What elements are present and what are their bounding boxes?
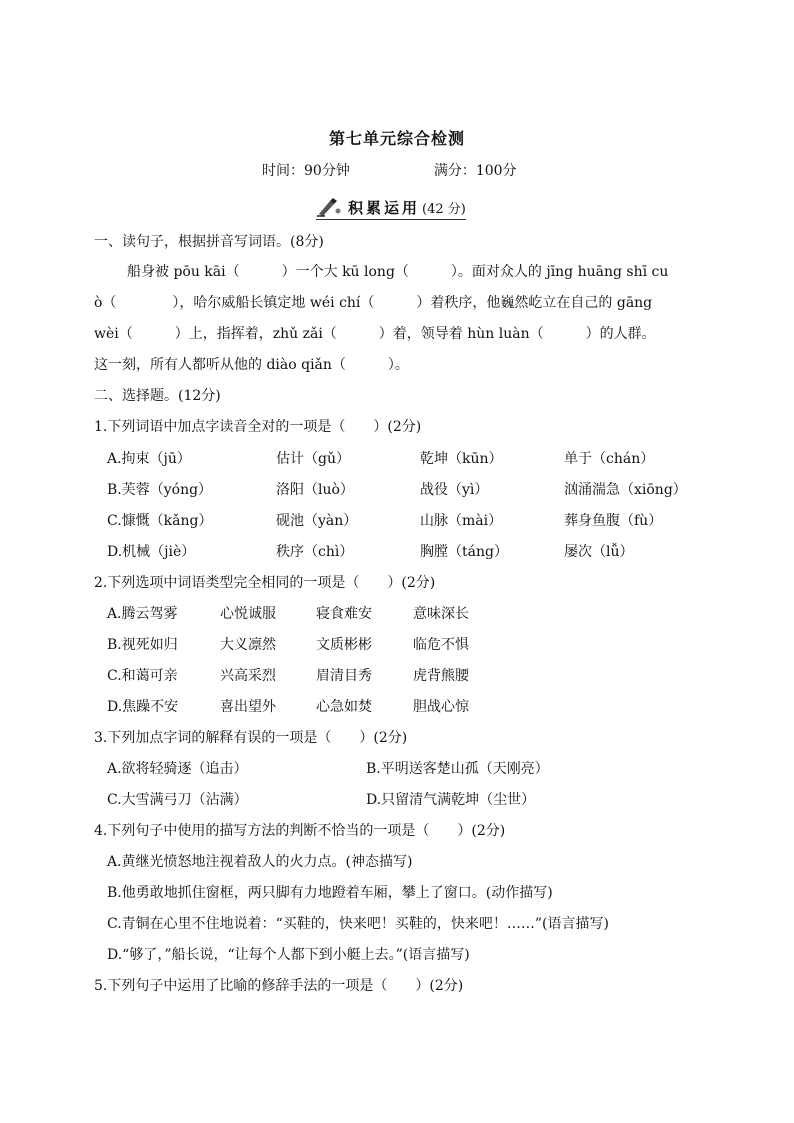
option: 意味深长 (413, 606, 469, 622)
section-title: 积累运用 (348, 198, 421, 217)
option: 汹涌湍急（xiōng） (564, 482, 687, 498)
option: A.腾云驾雾 (107, 606, 178, 622)
option: 虎背熊腰 (413, 668, 469, 684)
option: 山脉（mài） (420, 513, 503, 529)
question-stem: 3.下列加点字词的解释有误的一项是（ ）(2分) (94, 730, 408, 746)
q1-line: 船身被 pōu kāi（ ）一个大 kū long（ ）。面对众人的 jīng huāng shī cu (127, 264, 669, 280)
option: 乾坤（kūn） (420, 451, 503, 467)
option: 喜出望外 (220, 699, 276, 715)
option: 砚池（yàn） (276, 513, 358, 529)
option: 文质彬彬 (316, 637, 372, 653)
option: 战役（yì） (420, 482, 489, 498)
q2-heading: 二、选择题。(12分) (94, 388, 221, 404)
option: B.视死如归 (107, 637, 178, 653)
option: 兴高采烈 (220, 668, 276, 684)
option: 葬身鱼腹（fù） (564, 513, 663, 529)
option: D.机械（jiè） (107, 544, 196, 560)
option: B.平明送客楚山孤（天刚亮） (366, 761, 549, 777)
q1-line: ò（ ），哈尔威船长镇定地 wéi chí（ ）着秩序，他巍然屹立在自己的 gāng (94, 295, 653, 311)
q1-line: wèi（ ）上，指挥着，zhǔ zǎi（ ）着，领导着 hùn luàn（ ）的人群。 (94, 326, 656, 342)
option: 秩序（chì） (276, 544, 354, 560)
page-title: 第七单元综合检测 (328, 129, 465, 148)
option: 心急如焚 (316, 699, 372, 715)
option: 单于（chán） (564, 451, 655, 467)
option: 胸膛（táng） (420, 544, 508, 560)
option: 眉清目秀 (316, 668, 372, 684)
option: 心悦诚服 (220, 606, 276, 622)
question-stem: 5.下列句子中运用了比喻的修辞手法的一项是（ ）(2分) (94, 978, 464, 994)
full-score: 满分：100分 (433, 163, 517, 179)
option: C.和蔼可亲 (107, 668, 178, 684)
option: C.慷慨（kǎng） (107, 513, 213, 529)
section-banner (316, 196, 466, 218)
q1-heading: 一、读句子，根据拼音写词语。(8分) (94, 234, 324, 250)
option: D.“够了，”船长说，“让每个人都下到小艇上去。”(语言描写) (107, 947, 470, 963)
option: 洛阳（luò） (276, 482, 354, 498)
option: D.只留清气满乾坤（尘世） (366, 792, 536, 808)
option: D.焦躁不安 (107, 699, 179, 715)
exam-meta (262, 160, 517, 180)
banner-underline (316, 219, 466, 220)
option: 大义凛然 (220, 637, 276, 653)
option: 屡次（lǚ） (564, 544, 634, 560)
question-stem: 4.下列句子中使用的描写方法的判断不恰当的一项是（ ）(2分) (94, 823, 506, 839)
pen-icon (316, 197, 342, 217)
option: 寝食难安 (316, 606, 372, 622)
section-score: (42 分) (422, 201, 466, 217)
option: 临危不惧 (413, 637, 469, 653)
question-stem: 1.下列词语中加点字读音全对的一项是（ ）(2分) (94, 419, 422, 435)
option: B.芙蓉（yóng） (107, 482, 213, 498)
time-limit: 时间：90分钟 (262, 163, 350, 179)
question-stem: 2.下列选项中词语类型完全相同的一项是（ ）(2分) (94, 575, 436, 591)
option: C.大雪满弓刀（沾满） (107, 792, 248, 808)
option: A.欲将轻骑逐（追击） (107, 761, 248, 777)
option: C.青铜在心里不住地说着：“买鞋的，快来吧！买鞋的，快来吧！……”(语言描写) (107, 916, 609, 932)
option: 胆战心惊 (413, 699, 469, 715)
option: A.拘束（jū） (107, 451, 191, 467)
q1-line: 这一刻，所有人都听从他的 diào qiǎn（ ）。 (94, 357, 409, 373)
option: B.他勇敢地抓住窗框，两只脚有力地蹬着车厢，攀上了窗口。(动作描写) (107, 885, 553, 901)
option: 估计（gǔ） (276, 451, 350, 467)
option: A.黄继光愤怒地注视着敌人的火力点。(神态描写) (107, 854, 413, 870)
